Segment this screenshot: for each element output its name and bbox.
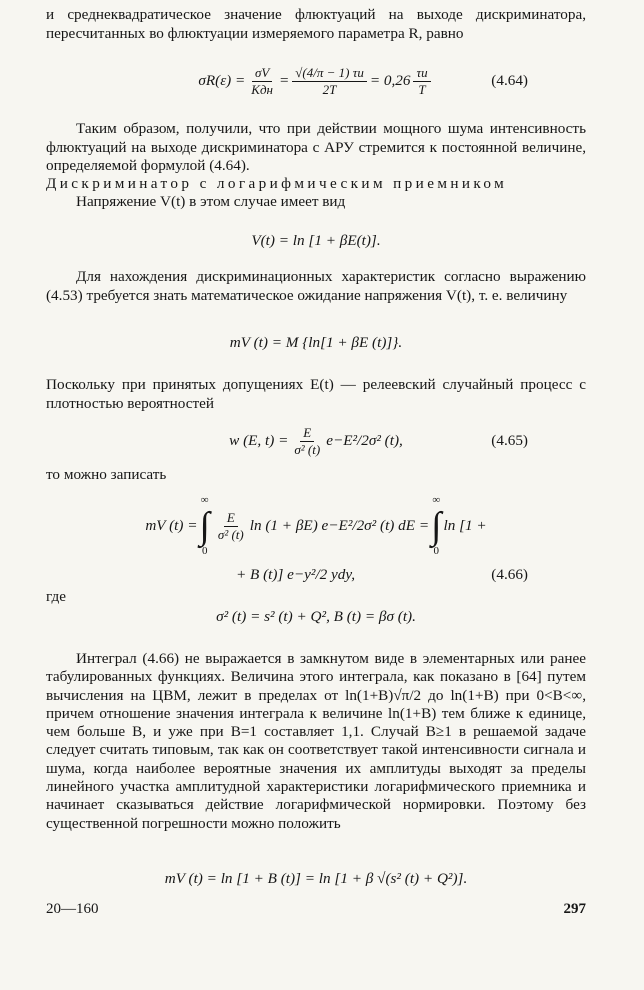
eq464-numerator-3: τи [413, 65, 430, 82]
page-number: 297 [563, 901, 586, 917]
paragraph-conclusion: Таким образом, получили, что при действии мощного шума интенсивность флюктуаций на выходе дискриминатора с АРУ стремится к постоянной величине, определяемой формулой (4.64). [46, 120, 586, 174]
eq465-lhs: w (E, t) = [229, 431, 289, 449]
eq464-fraction-1 [248, 65, 276, 98]
integral-sign-icon: ∫ [199, 505, 210, 547]
equation-number-4-66: (4.66) [491, 565, 528, 583]
eq464-denominator-1: Kдн [251, 81, 273, 97]
eq465-rhs: e−E²/2σ² (t), [326, 431, 403, 449]
paragraph-voltage: Напряжение V(t) в этом случае имеет вид [76, 193, 346, 210]
eq464-lhs: σR(ε) = [198, 71, 246, 89]
eq466-fraction [215, 510, 247, 543]
eq466-upper-limit-1: ∞ [200, 494, 209, 506]
eq465-fraction [291, 425, 323, 458]
paragraph-where: где [46, 588, 66, 605]
eq466-line-2: + B (t)] e−y²/2 ydy, [236, 565, 356, 583]
eq464-denominator-3: T [418, 81, 426, 97]
paragraph-intro: и среднеквадратическое значение флюктуаций на выходе дискриминатора, пересчитанных во флюктуации измеряемого параметра R, равно [46, 6, 586, 42]
equation-4-66-line-1 [46, 494, 586, 557]
eq465-denominator: σ² (t) [294, 441, 321, 457]
eq466-denominator: σ² (t) [217, 526, 244, 542]
equation-number-4-65: (4.65) [491, 431, 528, 449]
equation-number-4-64: (4.64) [491, 71, 528, 89]
section-heading: Дискриминатор с логарифмическим приемником [46, 175, 508, 192]
eq464-rhs: = 0,26 [369, 71, 411, 89]
eq466-upper-limit-2: ∞ [432, 494, 441, 506]
paragraph-rayleigh: Поскольку при принятых допущениях E(t) — релеевский случайный процесс с плотностью вероятностей [46, 376, 586, 412]
eq466-lhs: mV (t) = [145, 516, 198, 534]
eq464-fraction-2 [292, 65, 367, 98]
equation-4-65 [46, 424, 586, 458]
eq464-fraction-3 [413, 65, 430, 98]
eq466-right: ln [1 + [443, 516, 487, 534]
paragraph-expectation: Для нахождения дискриминационных характеристик согласно выражению (4.53) требуется знать математическое ожидание напряжения V(t), т. е. величину [46, 268, 586, 304]
integral-sign-icon: ∫ [431, 505, 442, 547]
eq466-integral-1 [197, 495, 211, 557]
equation-final: mV (t) = ln [1 + B (t)] = ln [1 + β √(s² (t) + Q²)]. [164, 869, 468, 887]
signature-mark: 20—160 [46, 901, 99, 917]
eq464-denominator-2: 2T [322, 81, 337, 97]
eq464-numerator-1: σV [252, 65, 272, 82]
equation-sigma: σ² (t) = s² (t) + Q², B (t) = βσ (t). [216, 607, 416, 625]
equation-4-66-line-2 [46, 558, 586, 592]
eq466-middle: ln (1 + βE) e−E²/2σ² (t) dE = [249, 516, 430, 534]
paragraph-integral-discussion: Интеграл (4.66) не выражается в замкнутом виде в элементарных или ранее табулированных функциях. Величина этого интеграла, как показано в [64] путем вычисления на ЦВМ, лежит в пределах от ln(1+B)√π/2 до ln(1+B) при 0<B<∞, причем отношение значения интеграла к величине ln(1+B) тем ближе к единице, чем больше B, и уже при B=1 составляет 1,1. Случай B≥1 в решаемой задаче следует считать типовым, так как он соответствует такой интенсивности сигнала и шума, когда наиболее вероятные значения их амплитуды выходят за пределы линейного участка амплитудной характеристики логарифмического приемника и начинает сказываться действие логарифмической нормировки. Поэтому без существенной погрешности можно положить [46, 650, 586, 832]
eq466-lower-limit-2: 0 [433, 545, 440, 557]
equation-voltage: V(t) = ln [1 + βE(t)]. [251, 231, 381, 249]
paragraph-can-write: то можно записать [46, 466, 167, 483]
equation-4-64: σR(ε) = $\frac{\sigma V}{\text{Kдн}}$ = $\frac{√(4/\pi - 1) \tau и}{2T}$ = 0,26 $\frac{\tau и}{T}$ (4.64) [198, 64, 528, 97]
eq466-lower-limit-1: 0 [201, 545, 208, 557]
eq466-numerator: E [224, 510, 238, 527]
eq465-numerator: E [300, 425, 314, 442]
eq466-integral-2 [429, 495, 443, 557]
page-footer [46, 900, 586, 919]
eq464-numerator-2: √(4/π − 1) τи [292, 65, 367, 82]
equation-expectation: mV (t) = M {ln[1 + βE (t)]}. [229, 333, 403, 351]
